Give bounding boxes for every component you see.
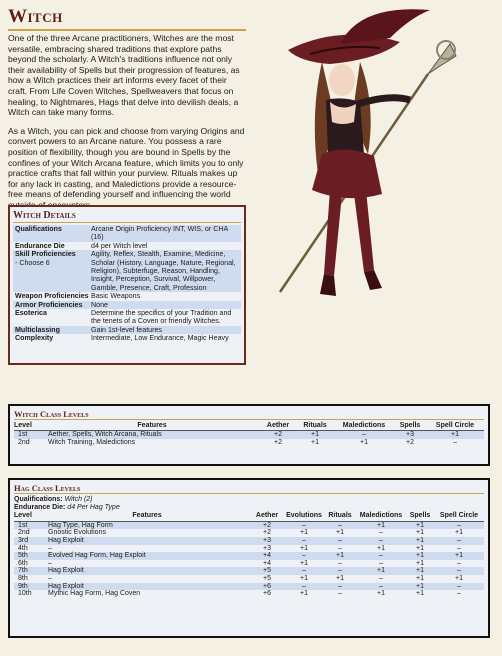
table-cell: +5 xyxy=(263,574,271,582)
intro-paragraph-2: As a Witch, you can pick and choose from varying Origins and convert powers to an Arcane nature. You possess a rare position of flexibility, though you are bound in Spells by the confines of your Witch Arcana feature, which limits you to only practice crafts that fall within your purview. Rituals makes up for any lack in casting, and Maledictions provide a resource-free means of defending yourself and influencing the world xyxy=(8,125,245,200)
details-value: Agility, Reflex, Stealth, Examine, Medicine, Scholar (History, Language, Nature, Regional, Religion), Subterfuge, Reason, Handling, Insight, Perception, Survival, Willpower, Gamble, Presence, Craft, Profession xyxy=(91,250,236,292)
cell-level: 7th xyxy=(14,567,44,575)
col-rituals: Rituals xyxy=(296,422,334,431)
details-label-text: Qualifications xyxy=(15,225,62,233)
title-divider xyxy=(8,29,246,31)
table-cell: +1 xyxy=(300,590,308,598)
table-row xyxy=(14,567,484,575)
table-cell: +1 xyxy=(300,529,308,537)
details-value: d4 per Witch level xyxy=(91,241,148,250)
cell-level: 2nd xyxy=(18,529,30,537)
cell-level: 8th xyxy=(18,574,28,582)
witch-details-box xyxy=(8,205,246,365)
details-value: Intermediate, Low Endurance, Magic Heavy xyxy=(91,334,229,343)
details-label xyxy=(13,292,91,300)
table-row xyxy=(14,545,484,553)
hag-table-body xyxy=(14,521,484,597)
cell-level: 5th xyxy=(14,552,44,560)
details-label-text: Weapon Proficiencies xyxy=(15,292,89,301)
table-cell: +1 xyxy=(377,544,385,552)
cell-features: – xyxy=(48,544,52,552)
table-cell: +1 xyxy=(324,552,356,560)
table-cell: – xyxy=(453,439,457,446)
col-spell-circle: Spell Circle xyxy=(426,422,484,431)
table-cell: – xyxy=(284,567,324,575)
cell-features: Aether, Spells, Witch Arcana, Rituals xyxy=(44,431,260,439)
details-row xyxy=(13,334,241,342)
table-row xyxy=(14,537,484,545)
details-label xyxy=(13,326,91,334)
cell-features: Hag Exploit xyxy=(44,583,250,591)
details-label xyxy=(13,225,91,242)
table-cell: – xyxy=(324,537,356,545)
table-cell: +6 xyxy=(250,583,284,591)
col-level: Level xyxy=(14,512,44,521)
cell-features: Hag Exploit xyxy=(44,567,250,575)
table-cell: – xyxy=(379,559,383,567)
details-label-text: Armor Proficiencies xyxy=(15,300,83,309)
table-cell: +1 xyxy=(416,544,424,552)
table-cell: – xyxy=(457,559,461,567)
hag-class-levels-box xyxy=(8,478,490,638)
col-features: Features xyxy=(44,512,250,521)
cell-level: 1st xyxy=(14,431,44,439)
table-cell: – xyxy=(434,521,484,529)
table-cell: – xyxy=(379,529,383,537)
details-row xyxy=(13,326,241,334)
col-maledictions: Maledictions xyxy=(356,512,406,521)
cell-features: Mythic Hag Form, Hag Coven xyxy=(48,590,141,598)
col-rituals: Rituals xyxy=(324,512,356,521)
table-cell: +2 xyxy=(274,439,282,446)
table-cell: +1 xyxy=(300,544,308,552)
cell-features: – xyxy=(48,559,52,567)
table-cell: +2 xyxy=(406,439,414,446)
cell-level: 10th xyxy=(18,590,32,598)
table-cell: +1 xyxy=(336,574,344,582)
table-cell: +5 xyxy=(250,567,284,575)
details-row xyxy=(13,301,241,309)
cell-level: 6th xyxy=(18,559,28,567)
details-label xyxy=(13,301,91,309)
table-cell: – xyxy=(338,559,342,567)
table-row xyxy=(14,431,484,439)
table-cell: +1 xyxy=(360,439,368,446)
table-cell: +2 xyxy=(260,431,296,439)
hag-qualifications xyxy=(14,496,484,504)
cell-features: Hag Exploit xyxy=(44,537,250,545)
endurance-label: Endurance Die: xyxy=(14,504,66,512)
hag-table-title: Hag Class Levels xyxy=(14,483,484,494)
witch-illustration xyxy=(250,4,500,304)
table-cell: – xyxy=(284,537,324,545)
table-cell: – xyxy=(379,574,383,582)
table-cell: – xyxy=(334,431,394,439)
cell-level: 3rd xyxy=(14,537,44,545)
details-label-sub: - Choose 6 xyxy=(15,258,50,267)
table-row xyxy=(14,560,484,568)
table-cell: +3 xyxy=(394,431,426,439)
table-cell: +1 xyxy=(296,431,334,439)
table-cell: +1 xyxy=(356,521,406,529)
cell-level: 1st xyxy=(14,521,44,529)
details-row xyxy=(13,242,241,250)
table-cell: +1 xyxy=(416,590,424,598)
details-row xyxy=(13,250,241,292)
table-cell: +1 xyxy=(426,431,484,439)
table-cell: +3 xyxy=(250,537,284,545)
cell-features: Gnostic Evolutions xyxy=(48,529,106,537)
qualifications-label: Qualifications: xyxy=(14,496,63,503)
hag-endurance xyxy=(14,504,484,512)
table-cell: +1 xyxy=(406,521,434,529)
details-label-text: Endurance Die xyxy=(15,241,65,250)
table-cell: +1 xyxy=(416,529,424,537)
table-row xyxy=(14,575,484,583)
col-level: Level xyxy=(14,422,44,431)
table-cell: +1 xyxy=(455,529,463,537)
details-label-text: Multiclassing xyxy=(15,325,60,334)
cell-level: 9th xyxy=(14,583,44,591)
details-title: Witch Details xyxy=(13,210,241,223)
table-cell: – xyxy=(324,521,356,529)
table-cell: +1 xyxy=(434,552,484,560)
details-label-text: Esoterica xyxy=(15,309,47,318)
col-aether: Aether xyxy=(250,512,284,521)
details-rows xyxy=(13,225,241,343)
table-cell: +1 xyxy=(406,552,434,560)
details-value: Gain 1st-level features xyxy=(91,325,162,334)
witch-class-levels-box xyxy=(8,404,490,466)
table-cell: +1 xyxy=(311,439,319,446)
cell-level: 4th xyxy=(18,544,28,552)
table-cell: +4 xyxy=(263,559,271,567)
table-cell: – xyxy=(457,590,461,598)
witch-table-title: Witch Class Levels xyxy=(14,409,484,420)
col-evolutions: Evolutions xyxy=(284,512,324,521)
details-label xyxy=(13,334,91,342)
table-cell: +1 xyxy=(336,529,344,537)
table-cell: – xyxy=(284,521,324,529)
table-cell: – xyxy=(284,583,324,591)
col-spells: Spells xyxy=(406,512,434,521)
col-aether: Aether xyxy=(260,422,296,431)
table-cell: +1 xyxy=(406,537,434,545)
col-features: Features xyxy=(44,422,260,431)
table-cell: +3 xyxy=(263,544,271,552)
witch-table-body xyxy=(14,431,484,447)
table-row xyxy=(14,521,484,529)
details-value: Arcane Origin Proficiency INT, WIS, or CHA (16) xyxy=(91,225,228,242)
details-label xyxy=(13,250,91,292)
cell-features: Witch Training, Maledictions xyxy=(48,439,136,446)
table-cell: +1 xyxy=(300,559,308,567)
table-row xyxy=(14,529,484,537)
hag-class-table xyxy=(14,512,484,597)
table-cell: +1 xyxy=(416,574,424,582)
qualifications-value: Witch (2) xyxy=(64,496,93,503)
table-row xyxy=(14,583,484,591)
endurance-value: d4 Per Hag Type xyxy=(67,504,120,512)
details-row xyxy=(13,309,241,326)
table-cell: +6 xyxy=(263,590,271,598)
table-cell: +1 xyxy=(455,574,463,582)
table-cell: +2 xyxy=(250,521,284,529)
table-cell: +1 xyxy=(300,574,308,582)
cell-features: Hag Type, Hag Form xyxy=(44,521,250,529)
table-cell: +2 xyxy=(263,529,271,537)
cell-features: – xyxy=(48,574,52,582)
table-cell: – xyxy=(457,544,461,552)
col-spells: Spells xyxy=(394,422,426,431)
table-cell: – xyxy=(434,537,484,545)
table-cell: +1 xyxy=(416,559,424,567)
table-cell: +4 xyxy=(250,552,284,560)
table-cell: – xyxy=(324,567,356,575)
table-cell: – xyxy=(284,552,324,560)
table-cell: +1 xyxy=(406,567,434,575)
table-cell: – xyxy=(356,583,406,591)
details-value: Determine the specifics of your Tradition and the tenets of a Coven or friendly Witches. xyxy=(91,309,232,326)
details-label-text: Skill Proficiencies xyxy=(15,250,76,259)
details-row xyxy=(13,225,241,242)
table-cell: +1 xyxy=(356,567,406,575)
table-cell: +1 xyxy=(377,590,385,598)
table-cell: – xyxy=(338,544,342,552)
table-cell: – xyxy=(434,567,484,575)
details-value: Basic Weapons xyxy=(91,292,141,301)
table-cell: – xyxy=(434,583,484,591)
intro-paragraph-1: One of the three Arcane practitioners, Witches are the most versatile, embracing shared traditions that explore paths beyond the scholarly. A Witch's traditions influence not only their availability of Spells but their progression of features, as how a Witch practices their art informs every facet of their craft. From Life Coven Witches, Spellweavers that focus on healing, to Nightmares, Hags that delve into devilish deals, a Witch can take many forms. xyxy=(8,33,240,118)
table-cell: – xyxy=(324,583,356,591)
details-row xyxy=(13,292,241,300)
details-label xyxy=(13,242,91,250)
cell-features: Evolved Hag Form, Hag Exploit xyxy=(44,552,250,560)
details-value: None xyxy=(91,300,108,309)
witch-class-table xyxy=(14,422,484,447)
intro-text xyxy=(8,33,248,219)
table-row xyxy=(14,439,484,447)
table-cell: – xyxy=(356,537,406,545)
table-cell: – xyxy=(338,590,342,598)
table-row xyxy=(14,552,484,560)
table-row xyxy=(14,590,484,598)
details-label xyxy=(13,309,91,326)
col-maledictions: Maledictions xyxy=(334,422,394,431)
page-title: Witch xyxy=(8,6,63,27)
details-label-text: Complexity xyxy=(15,334,54,343)
cell-level: 2nd xyxy=(18,439,30,446)
table-cell: – xyxy=(356,552,406,560)
table-cell: +1 xyxy=(406,583,434,591)
col-spell-circle: Spell Circle xyxy=(434,512,484,521)
